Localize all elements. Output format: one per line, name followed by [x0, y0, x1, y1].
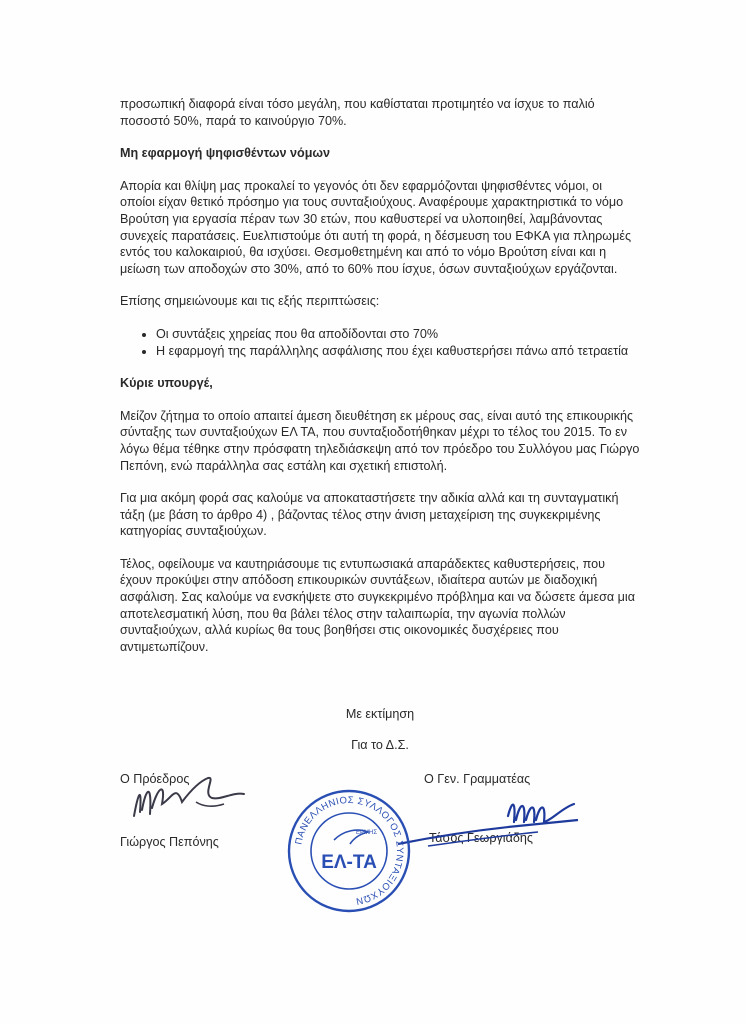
secretary-signature	[388, 786, 598, 856]
closing-regards: Με εκτίμηση	[345, 707, 415, 721]
paragraph-delays: Τέλος, οφείλουμε να καυτηριάσουμε τις εντυπωσιακά απαράδεκτες καθυστερήσεις, που έχουν προκύψει στην απόδοση επικουρικών συντάξεων, ιδιαίτερα αυτών με διαδοχική ασφάλιση. Σας καλούμε να ενσκήψετε στο συγκεκριμένο πρόβλημα και να δώσετε άμεσα μια αποτελεσματική λύση, που θα βάλει τέλος στην ταλαιπωρία, την αγωνία πολλών συνταξιούχων, αλλά κυρίως θα τους βοηθήσει στις οικονομικές δυσχέρειες που αντιμετωπίζουν.	[120, 556, 635, 654]
stamp-small-text: ΕΡΜΗΣ	[356, 830, 378, 836]
closing-board: Για το Δ.Σ.	[351, 738, 409, 752]
paragraph-intro: προσωπική διαφορά είναι τόσο μεγάλη, που καθίσταται προτιμητέο να ίσχυε το παλιό ποσοστό 50%, παρά το καινούργιο 70%.	[120, 97, 595, 128]
paragraph-constitution: Για μια ακόμη φορά σας καλούμε να αποκαταστήσετε την αδικία αλλά και τη συνταγματική τάξη (με βάση το άρθρο 4) , βάζοντας τέλος στην άνιση μεταχείριση της συγκεκριμένης κατηγορίας συνταξιούχων.	[120, 491, 619, 539]
salutation-heading: Κύριε υπουργέ,	[120, 376, 213, 391]
list-item: • Οι συντάξεις χηρείας που θα αποδίδονται στο 70%	[156, 326, 640, 343]
stamp-center-text: ΕΛ-ΤΑ	[321, 852, 377, 873]
stamp-ring-text: ΠΑΝΕΛΛΗΝΙΟΣ ΣΥΛΛΟΓΟΣ ΣΥΝΤΑΞΙΟΥΧΩΝ	[293, 794, 406, 907]
paragraph-cases-intro: Επίσης σημειώνουμε και τις εξής περιπτώσεις:	[120, 294, 380, 309]
paragraph-laws: Απορία και θλίψη μας προκαλεί το γεγονός ότι δεν εφαρμόζονται ψηφισθέντες νόμοι, οι οποίοι είχαν θετικό πρόσημο για τους συνταξιούχους. Αναφέρουμε χαρακτηριστικά το νόμο Βρούτση για εργασία πέραν των 30 ετών, που καθυστερεί να υλοποιηθεί, λαμβάνοντας συνεχείς παρατάσεις. Ευελπιστούμε ότι αυτή τη φορά, η δέσμευση του ΕΦΚΑ για πληρωμές εντός του καλοκαιριού, θα ισχύσει. Θεσμοθετημένη και από το νόμο Βρούτση είναι και η μείωση των αποδοχών στο 30%, από το 60% που ίσχυε, όσων συνταξιούχων εργάζονται.	[120, 178, 632, 276]
section-heading-laws: Μη εφαρμογή ψηφισθέντων νόμων	[120, 146, 331, 161]
secretary-title: Ο Γεν. Γραμματέας	[424, 772, 531, 786]
secretary-name: Τάσος Γεωργιάδης	[429, 831, 533, 845]
president-name: Γιώργος Πεπόνης	[120, 835, 219, 849]
president-signature	[112, 764, 272, 834]
association-stamp	[284, 786, 414, 916]
president-title: Ο Πρόεδρος	[120, 772, 190, 786]
letter-body	[120, 96, 640, 907]
cases-list	[120, 326, 640, 359]
svg-text:ΠΑΝΕΛΛΗΝΙΟΣ ΣΥΛΛΟΓΟΣ ΣΥΝΤΑΞΙΟΥ	[293, 795, 405, 907]
list-item: • Η εφαρμογή της παράλληλης ασφάλισης που έχει καθυστερήσει πάνω από τετραετία	[156, 343, 640, 360]
paragraph-pension-issue: Μείζον ζήτημα το οποίο απαιτεί άμεση διευθέτηση εκ μέρους σας, είναι αυτό της επικουρικής σύνταξης των συνταξιούχων ΕΛ ΤΑ, που συνταξιοδοτήθηκαν μέχρι το τέλος του 2015. Το εν λόγω θέμα τέθηκε στην πρόσφατη τηλεδιάσκεψη από τον πρόεδρο του Συλλόγου μας Γιώργο Πεπόνη, ενώ παράλληλα σας εστάλη και σχετική επιστολή.	[120, 408, 640, 473]
